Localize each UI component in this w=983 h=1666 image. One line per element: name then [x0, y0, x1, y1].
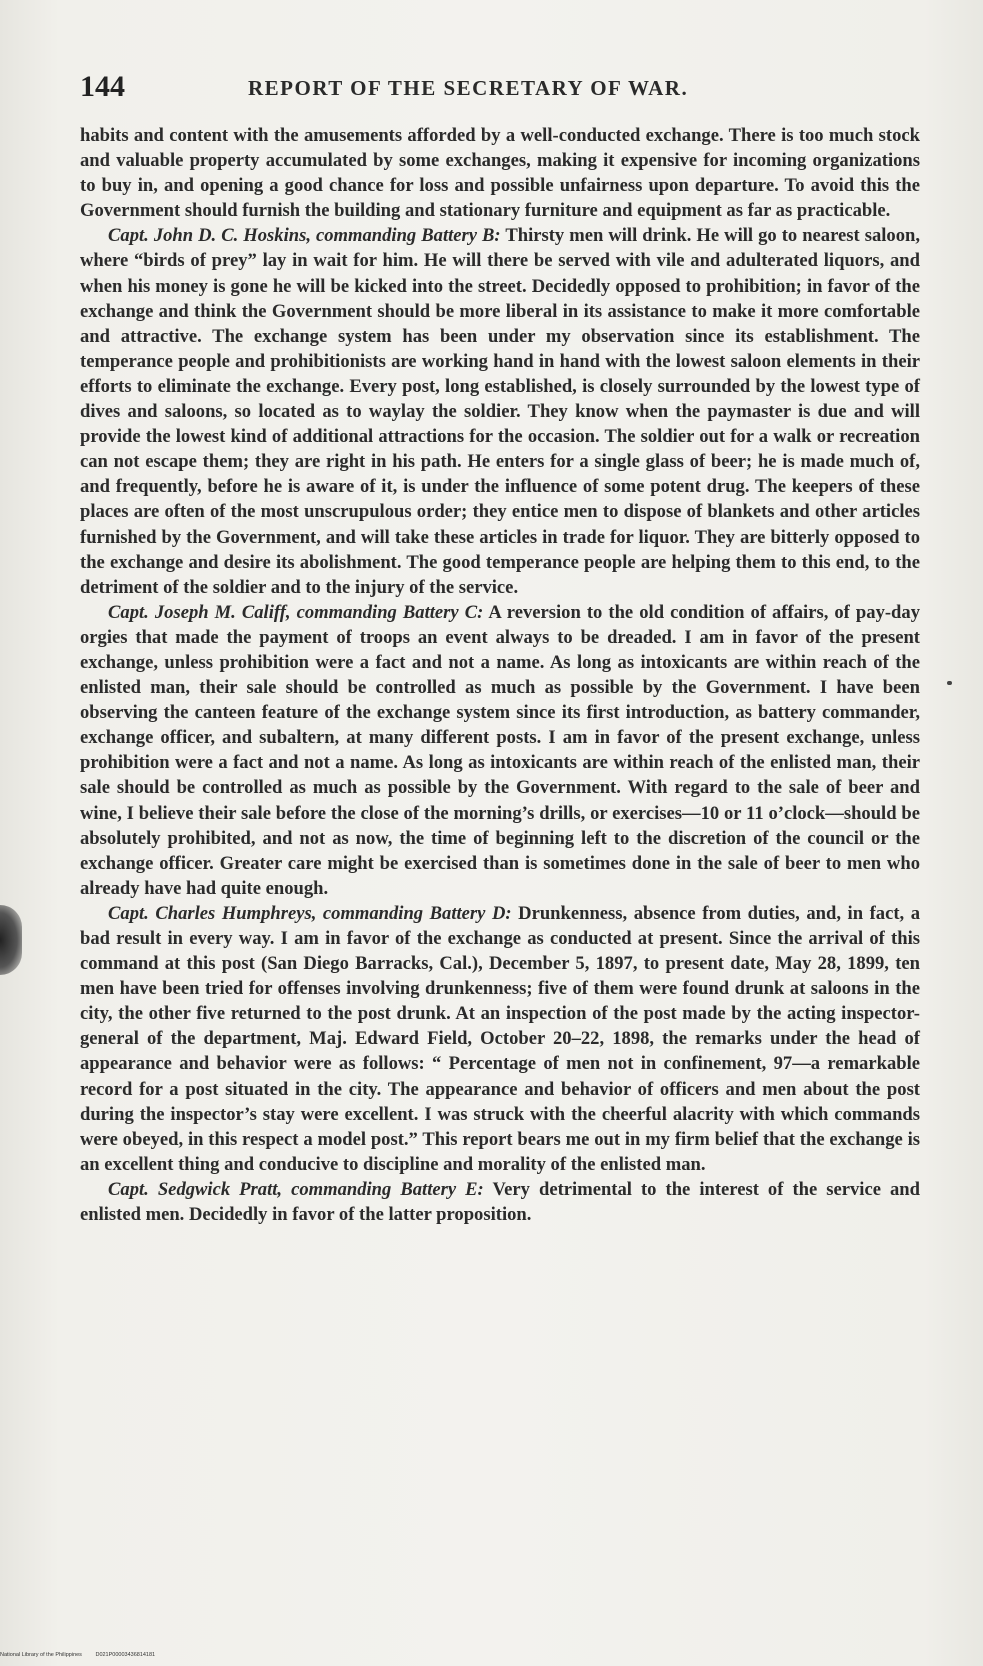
paragraph-text: habits and content with the amusements afforded by a well-conducted exchange. There is too much stock and valuable property accumulated by some exchanges, making it expensive for incoming organizations to buy in, and opening a good chance for loss and possible unfairness upon departure. To avoid this the Government should furnish the building and stationary furniture and equipment as far as practicable.	[80, 125, 920, 222]
page-header	[80, 70, 915, 110]
paragraph	[80, 223, 920, 599]
paragraph	[80, 901, 920, 1177]
paragraph-text: A reversion to the old condition of affairs, of pay-day orgies that made the payment of troops an event always to be dreaded. I am in favor of the present exchange, unless prohibition were a fact and not a name. As long as intoxicants are within reach of the enlisted man, their sale should be controlled as much as possible by the Government. I have been observing the canteen feature of the exchange system since its first introduction, as battery commander, exchange officer, and subaltern, at many different posts. I am in favor of the present exchange, unless prohibition were a fact and not a name. As long as intoxicants are within reach of the enlisted man, their sale should be controlled as much as possible by the Government. With regard to the sale of beer and wine, I believe their sale before the close of the morning’s drills, or exercises—10 or 11 o’clock—should be absolutely prohibited, and not as now, the time of beginning left to the discretion of the council or the exchange officer. Greater care might be exercised than is sometimes done in the sale of beer to men who already have had quite enough.	[80, 601, 920, 899]
scan-speck	[947, 681, 952, 685]
paragraph-text: Very detrimental to the interest of the service and enlisted men. Decidedly in favor of the latter proposition.	[80, 1178, 920, 1226]
speaker-name: Capt. John D. C. Hoskins, commanding Battery B:	[108, 225, 501, 247]
paragraph	[80, 600, 920, 901]
speaker-name: Capt. Joseph M. Califf, commanding Battery C:	[108, 601, 484, 623]
speaker-name: Capt. Sedgwick Pratt, commanding Battery E:	[108, 1178, 484, 1200]
footer-library: National Library of the Philippines	[0, 1652, 82, 1658]
paragraph	[80, 1177, 920, 1227]
paragraph-text: Drunkenness, absence from duties, and, in fact, a bad result in every way. I am in favor of the exchange as conducted at present. Since the arrival of this command at this post (San Diego Barracks, Cal.), December 5, 1897, to present date, May 28, 1899, ten men have been tried for offenses involving drunkenness; five of them were found drunk at saloons in the city, the other five returned to the post drunk. At an inspection of the post made by the acting inspector-general of the department, Maj. Edward Field, October 20–22, 1898, the remarks under the head of appearance and behavior were as follows: “ Percentage of men not in confinement, 97—a remarkable record for a post situated in the city. The appearance and behavior of officers and men about the post during the inspector’s stay were excellent. I was struck with the cheerful alacrity with which commands were obeyed, in this respect a model post.” This report bears me out in my firm belief that the exchange is an excellent thing and conducive to discipline and morality of the enlisted man.	[80, 902, 920, 1175]
scan-footer	[0, 1652, 167, 1658]
scan-edge-shadow	[0, 905, 22, 975]
running-head: REPORT OF THE SECRETARY OF WAR.	[248, 76, 689, 100]
speaker-name: Capt. Charles Humphreys, commanding Battery D:	[108, 902, 512, 924]
footer-code: D021P00003436814181	[95, 1652, 156, 1658]
paragraph-text: Thirsty men will drink. He will go to nearest saloon, where “birds of prey” lay in wait for him. He will there be served with vile and adulterated liquors, and when his money is gone he will be kicked into the street. Decidedly opposed to prohibition; in favor of the exchange and think the Government should be more liberal in its assistance to make it more comfortable and attractive. The exchange system has been under my observation since its establishment. The temperance people and prohibitionists are working hand in hand with the lowest saloon elements in their efforts to eliminate the exchange. Every post, long established, is closely surrounded by the lowest type of dives and saloons, so located as to waylay the soldier. They know when the paymaster is due and will provide the lowest kind of additional attractions for the occasion. The soldier out for a walk or recreation can not escape them; they are right in his path. He enters for a single glass of beer; he is made much of, and frequently, before he is aware of it, is under the influence of some potent drug. The keepers of these places are often of the most unscrupulous order; they entice men to dispose of blankets and other articles furnished by the Government, and will take these articles in trade for liquor. They are bitterly opposed to the exchange and desire its abolishment. The good temperance people are helping them to this end, to the detriment of the soldier and to the injury of the service.	[80, 225, 921, 598]
paragraph	[80, 123, 920, 223]
page-number: 144	[80, 70, 125, 103]
body-text	[80, 123, 920, 1227]
